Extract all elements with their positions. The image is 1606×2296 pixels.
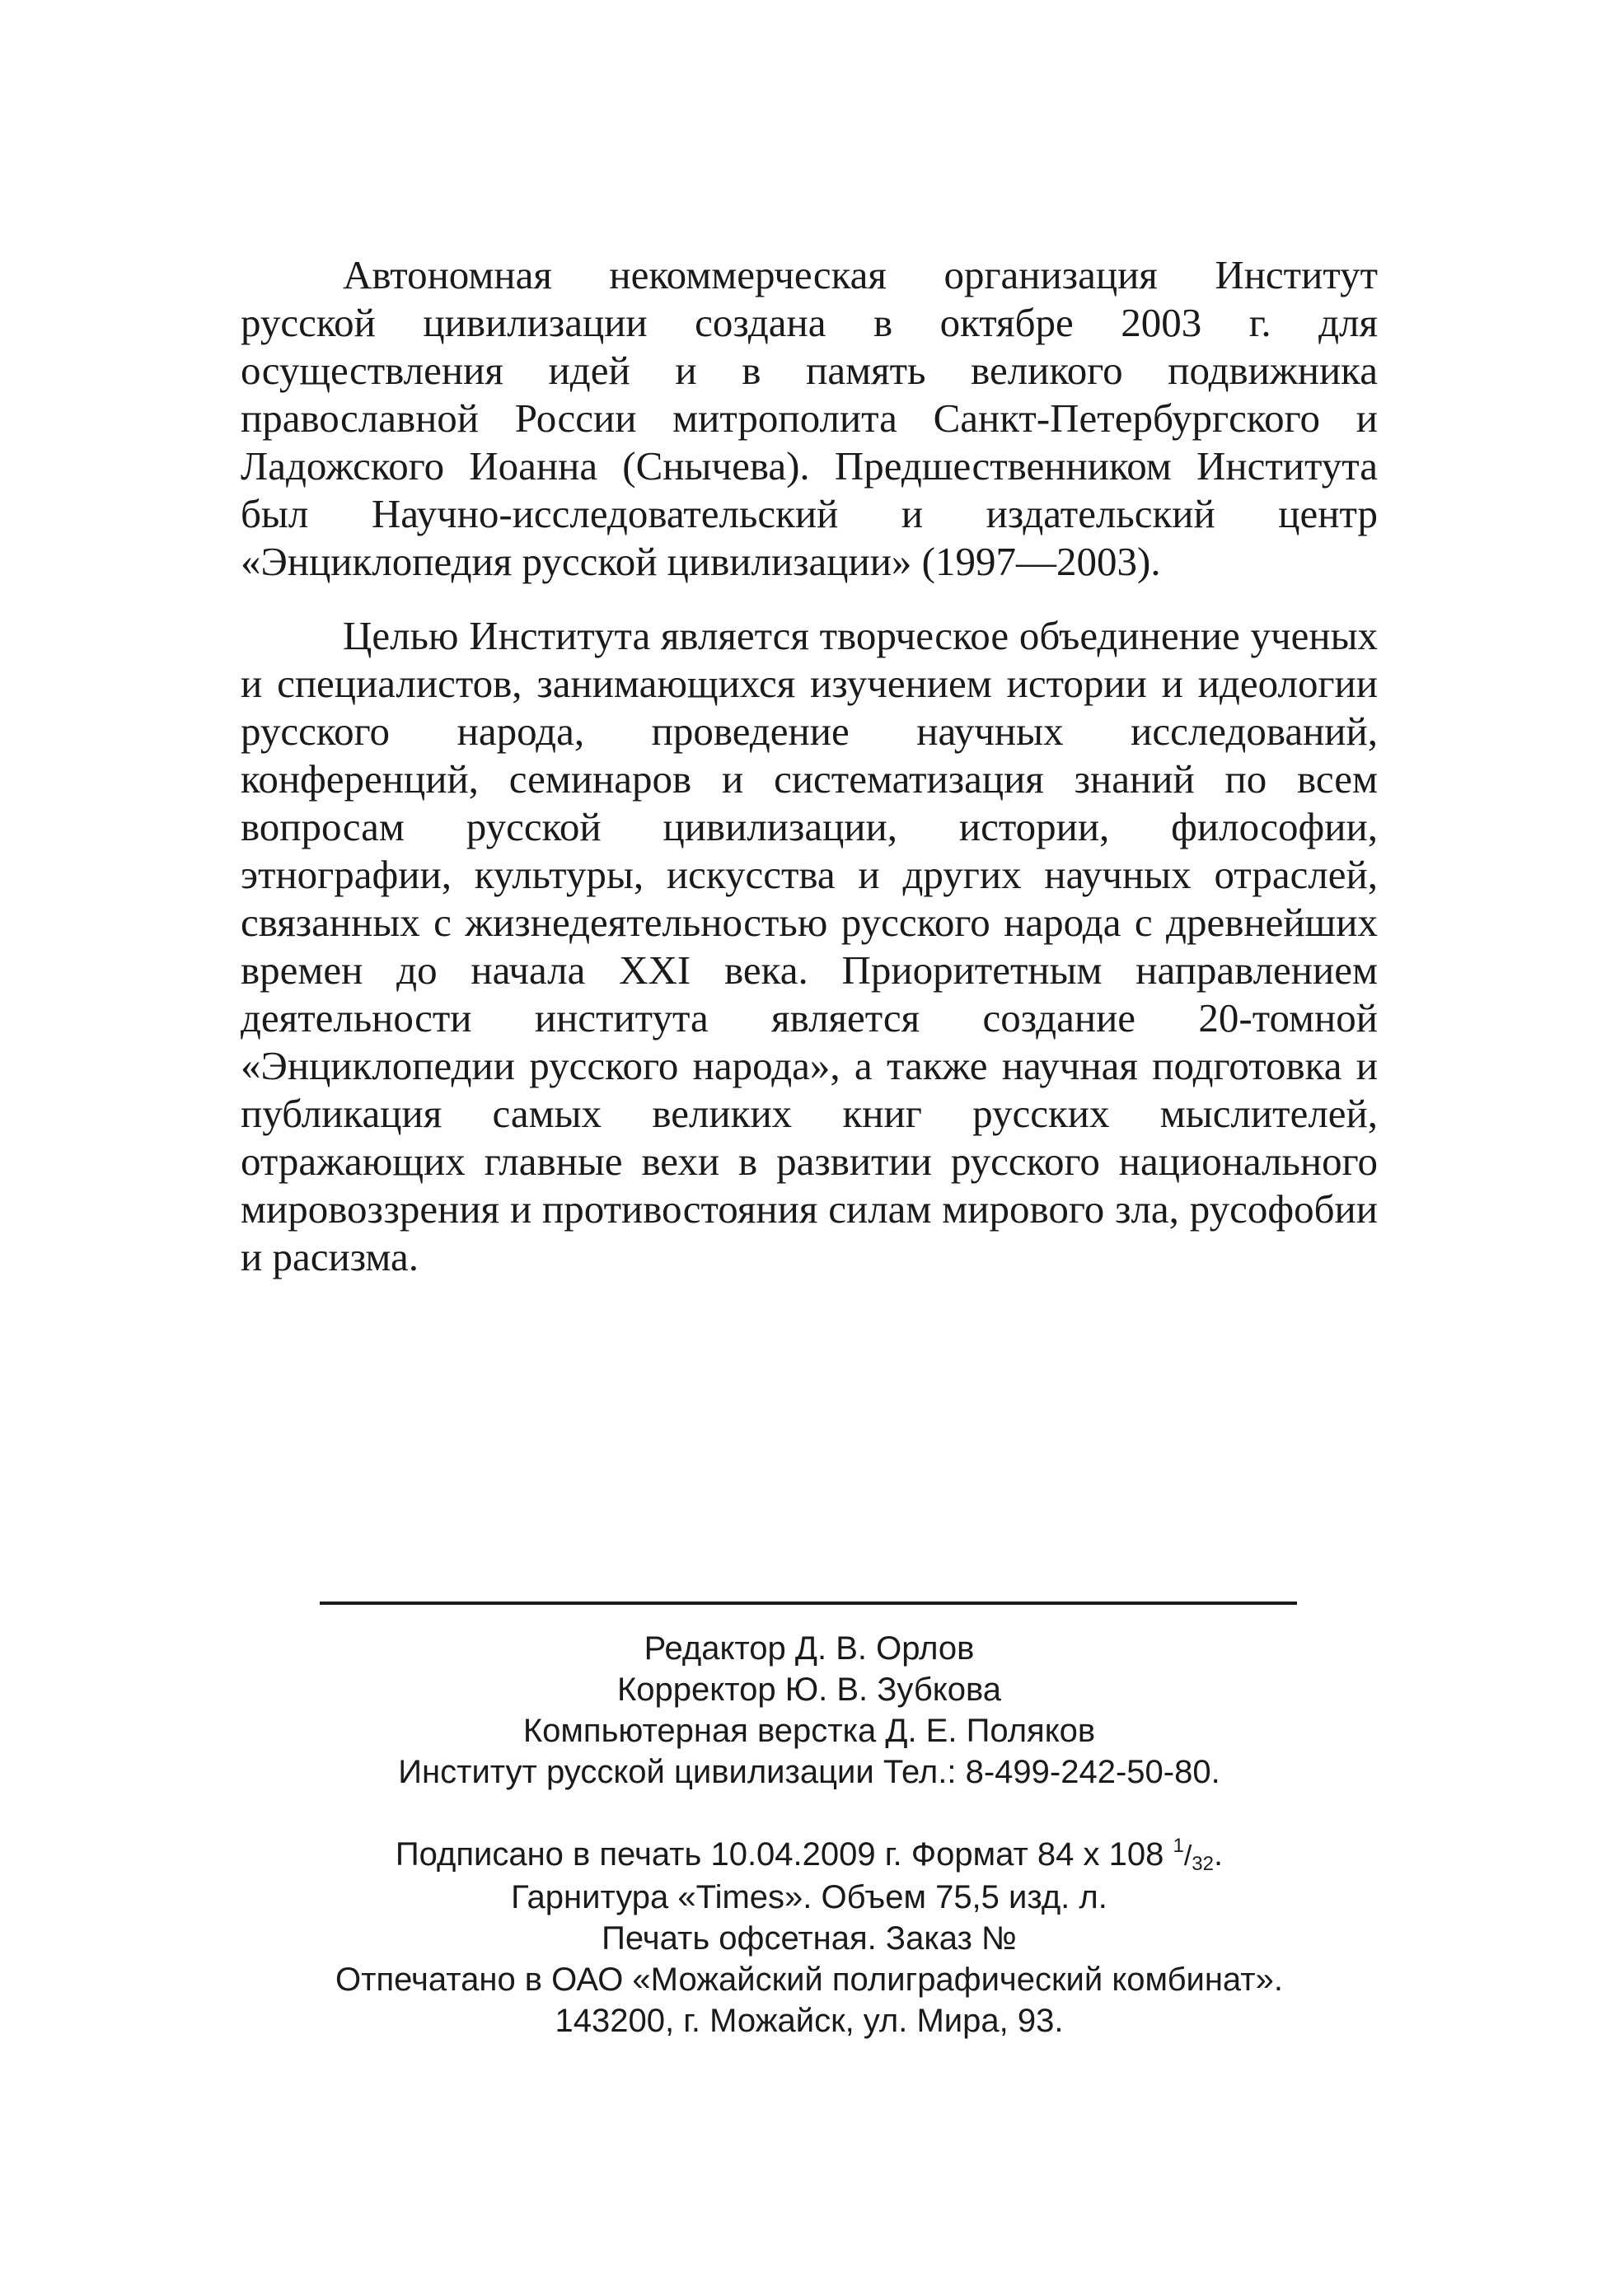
description-paragraph-2: Целью Института является творческое объединение ученых и специалистов, занимающихся изучением истории и идеологии русского народа, проведение научных исследований, конференций, семинаров и систематизация знаний по всем вопросам русской цивилизации, истории, философии, этнографии, культуры, искусства и других научных отраслей, связанных с жизнедеятельностью русского народа с древнейших времен до начала XXI века. Приоритетным направлением деятельности института является создание 20-томной «Энциклопедии русского народа», а также научная подготовка и публикация самых великих книг русских мыслителей, отражающих главные вехи в развитии русского национального мировоззрения и противостояния силам мирового зла, русофобии и расизма. bbox=[241, 613, 1378, 1279]
institute-description bbox=[241, 251, 1378, 1281]
print-details-group bbox=[241, 1834, 1378, 2041]
separator-rule bbox=[320, 1602, 1297, 1605]
institute-phone-line: Институт русской цивилизации Тел.: 8-499-242-50-80. bbox=[398, 1754, 1220, 1790]
proofreader-line: Корректор Ю. В. Зубкова bbox=[616, 1672, 1001, 1708]
editor-line: Редактор Д. В. Орлов bbox=[644, 1630, 975, 1667]
format-denominator: 32 bbox=[1192, 1853, 1214, 1875]
print-order-line: Печать офсетная. Заказ № bbox=[602, 1920, 1017, 1957]
printer-address-line: 143200, г. Можайск, ул. Мира, 93. bbox=[555, 2003, 1064, 2039]
credits-group bbox=[241, 1628, 1378, 1793]
layout-line: Компьютерная верстка Д. Е. Поляков bbox=[522, 1713, 1096, 1749]
description-paragraph-1: Автономная некоммерческая организация Институт русской цивилизации создана в октябре 2003 г. для осуществления идей и в память великого подвижника православной России митрополита Санкт-Петербургского и Ладожского Иоанна (Снычева). Предшественником Института был Научно-исследовательский и издательский центр «Энциклопедия русской цивилизации» (1997—2003). bbox=[241, 252, 1378, 584]
imprint-block bbox=[241, 1628, 1378, 2041]
signed-for-print-text: Подписано в печать 10.04.2009 г. Формат 84 х 108 bbox=[395, 1836, 1173, 1873]
signed-for-print-suffix: . bbox=[1213, 1836, 1224, 1873]
typeface-line: Гарнитура «Times». Объем 75,5 изд. л. bbox=[511, 1879, 1107, 1915]
printed-at-line: Отпечатано в ОАО «Можайский полиграфический комбинат». bbox=[335, 1962, 1283, 1998]
format-slash: / bbox=[1183, 1840, 1192, 1872]
format-numerator: 1 bbox=[1173, 1835, 1184, 1857]
signed-for-print-line bbox=[241, 1834, 1378, 1877]
format-fraction bbox=[1173, 1836, 1214, 1873]
